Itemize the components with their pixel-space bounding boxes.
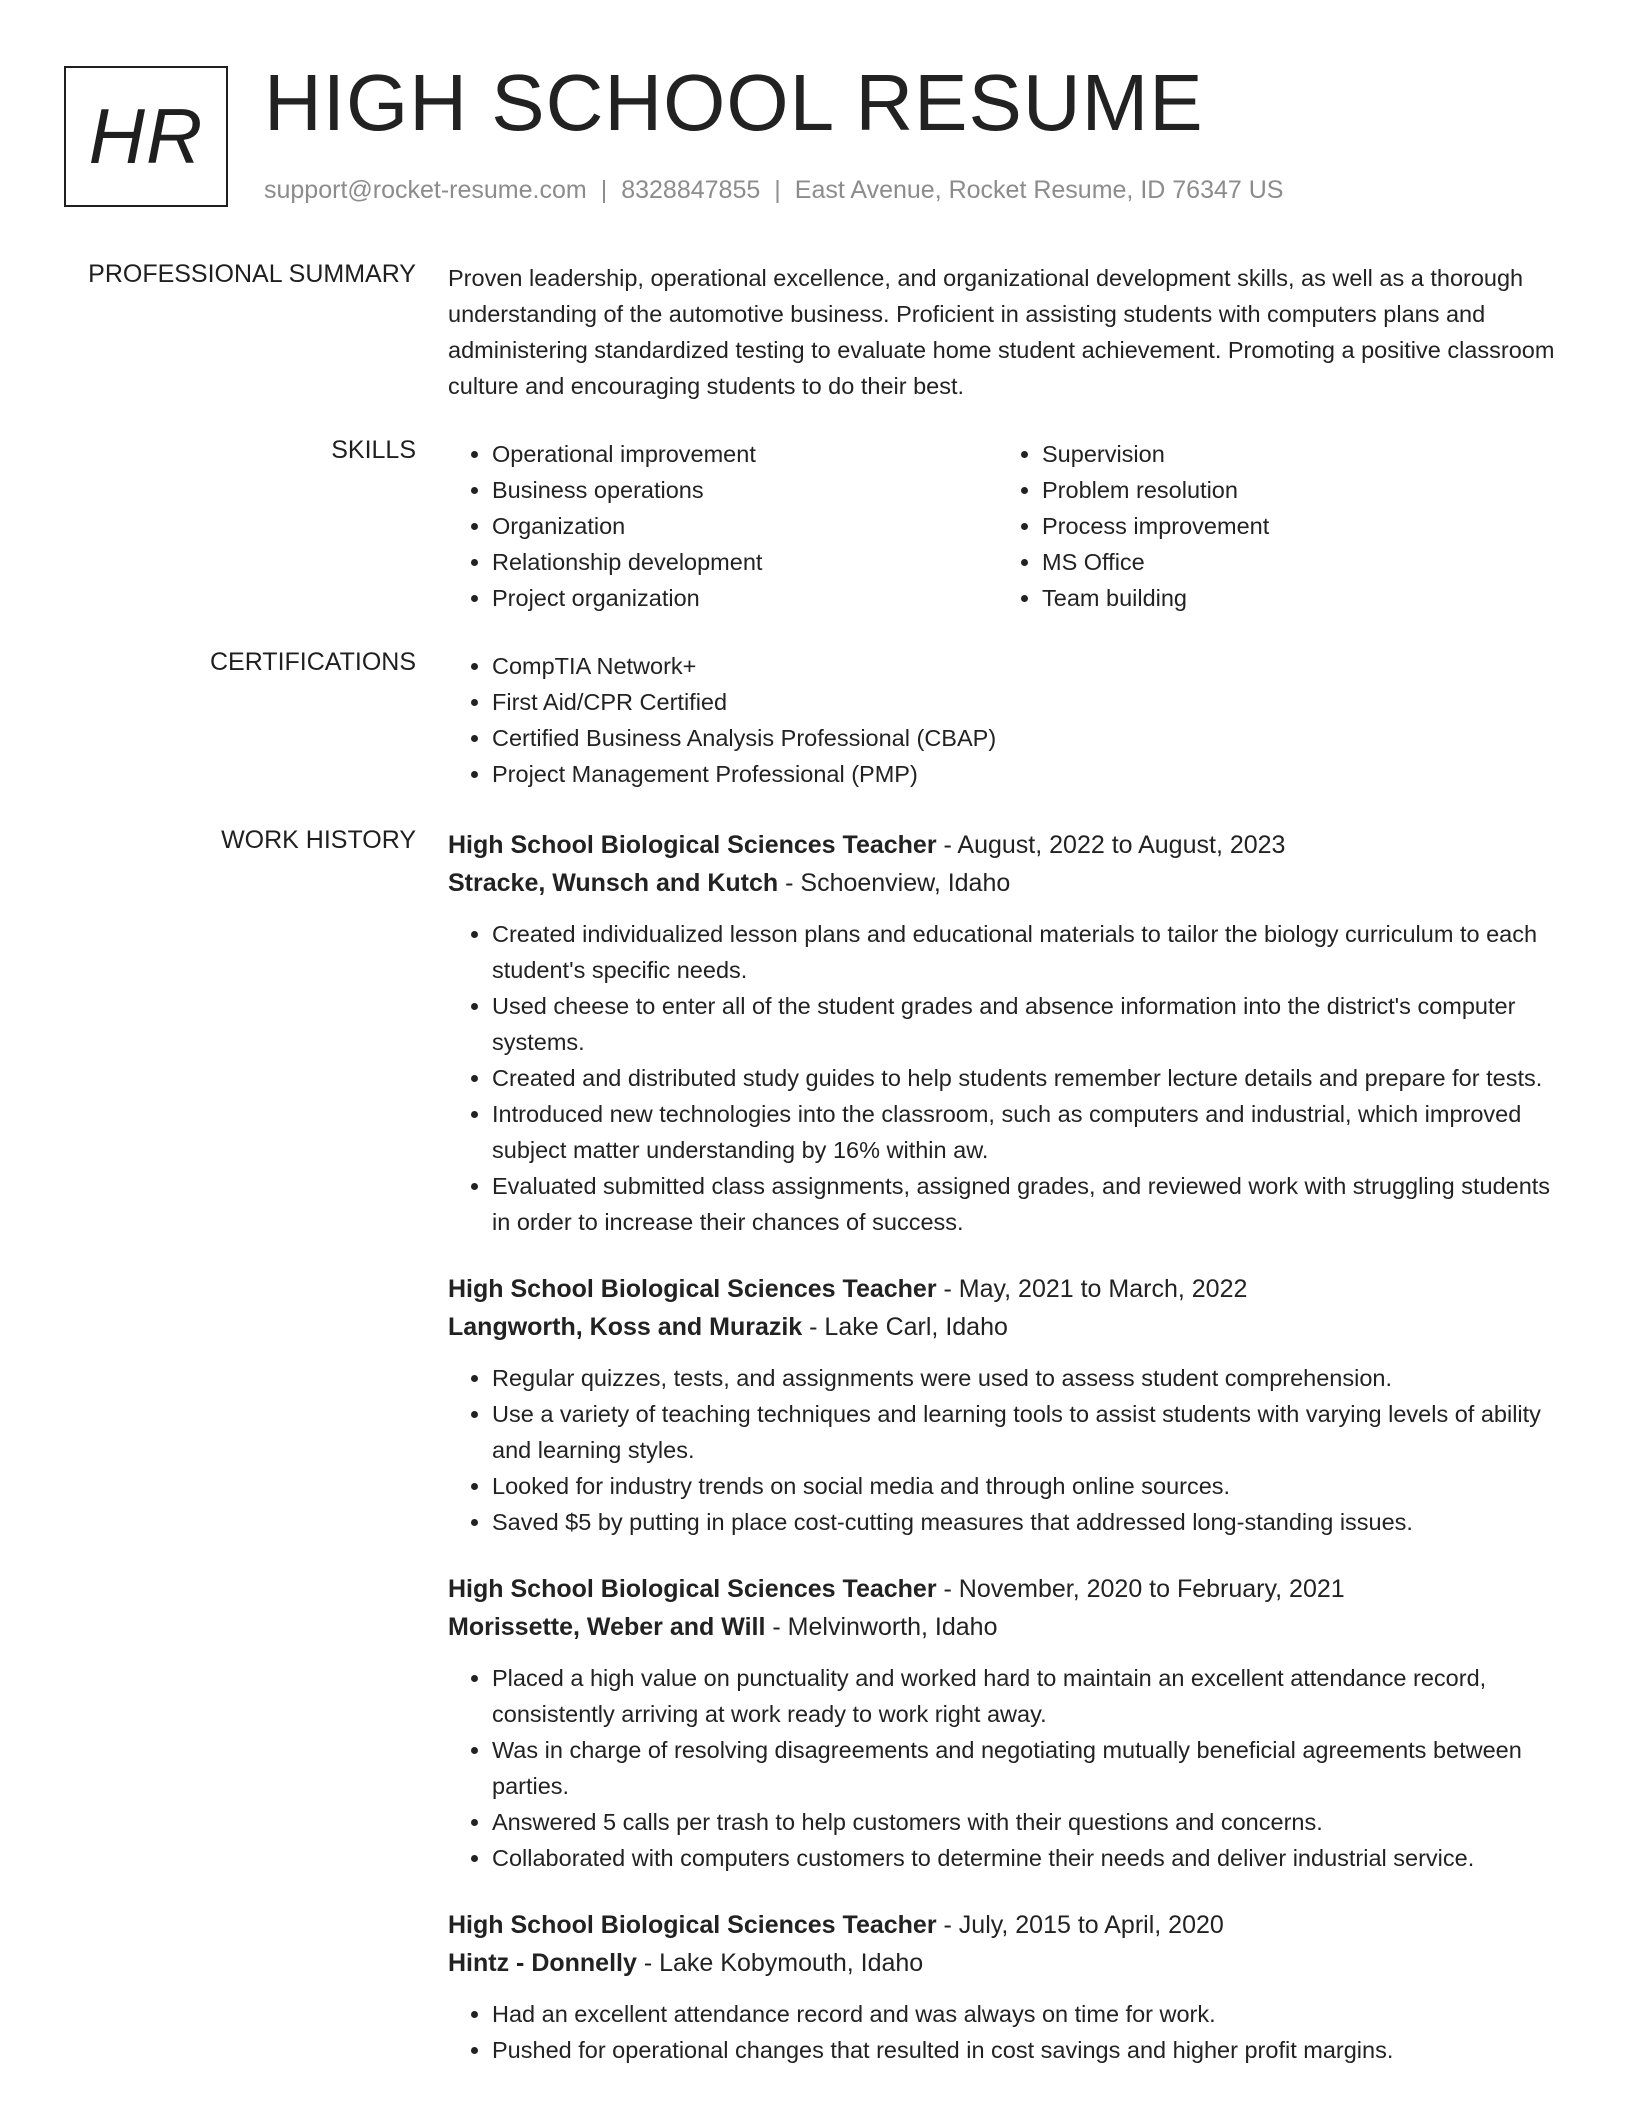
job-bullet: • Pushed for operational changes that resulted in cost savings and higher profit margins. xyxy=(492,2032,1568,2068)
job-company-line xyxy=(448,864,1568,902)
skill-item: • Relationship development xyxy=(492,544,998,580)
job-bullet: • Placed a high value on punctuality and worked hard to maintain an excellent attendance record, consistently arriving at work ready to work right away. xyxy=(492,1660,1568,1732)
skills-label: SKILLS xyxy=(331,436,416,464)
skill-item: • Process improvement xyxy=(1042,508,1548,544)
job-bullet: • Collaborated with computers customers to determine their needs and deliver industrial service. xyxy=(492,1840,1568,1876)
job-company: Morissette, Weber and Will xyxy=(448,1613,766,1641)
job-location: - Schoenview, Idaho xyxy=(785,869,1011,897)
job-title-line xyxy=(448,1570,1568,1608)
job-location: - Lake Kobymouth, Idaho xyxy=(643,1949,924,1977)
contact-address: East Avenue, Rocket Resume, ID 76347 US xyxy=(794,176,1284,204)
summary-text: Proven leadership, operational excellence, and organizational development skills, as well as a thorough understanding of the automotive business. Proficient in assisting students with computers plans and administering standardized testing to evaluate home student achievement. Promoting a positive classroom culture and encouraging students to do their best. xyxy=(448,265,1555,399)
job-bullet: • Use a variety of teaching techniques and learning tools to assist students with varying levels of ability and learning styles. xyxy=(492,1396,1568,1468)
work-history-label: WORK HISTORY xyxy=(221,826,416,854)
job-entry xyxy=(448,1270,1568,1540)
job-bullets xyxy=(448,1360,1568,1540)
contact-separator: | xyxy=(774,176,781,204)
job-bullet: • Had an excellent attendance record and was always on time for work. xyxy=(492,1996,1568,2032)
job-dates: - July, 2015 to April, 2020 xyxy=(943,1911,1224,1939)
job-company: Hintz - Donnelly xyxy=(448,1949,637,1977)
job-bullet: • Regular quizzes, tests, and assignments were used to assess student comprehension. xyxy=(492,1360,1568,1396)
job-location: - Melvinworth, Idaho xyxy=(772,1613,998,1641)
contact-phone[interactable]: 8328847855 xyxy=(621,176,761,204)
skill-item: • Operational improvement xyxy=(492,436,998,472)
skill-item: • Problem resolution xyxy=(1042,472,1548,508)
certification-item: • CompTIA Network+ xyxy=(492,648,1568,684)
job-dates: - August, 2022 to August, 2023 xyxy=(943,831,1286,859)
certifications-list xyxy=(448,648,1568,792)
skills-list xyxy=(448,436,1568,616)
job-title: High School Biological Sciences Teacher xyxy=(448,1575,937,1603)
job-company: Stracke, Wunsch and Kutch xyxy=(448,869,779,897)
job-bullet: • Was in charge of resolving disagreements and negotiating mutually beneficial agreements between parties. xyxy=(492,1732,1568,1804)
job-company-line xyxy=(448,1944,1568,1982)
job-title: High School Biological Sciences Teacher xyxy=(448,1911,937,1939)
job-title-line xyxy=(448,826,1568,864)
job-company-line xyxy=(448,1308,1568,1346)
skill-item: • Team building xyxy=(1042,580,1548,616)
job-entry xyxy=(448,1570,1568,1876)
certifications-label: CERTIFICATIONS xyxy=(209,648,416,676)
job-entry xyxy=(448,826,1568,1240)
monogram-logo: HR xyxy=(64,66,228,207)
job-title-line xyxy=(448,1270,1568,1308)
skill-item: • MS Office xyxy=(1042,544,1548,580)
job-dates: - May, 2021 to March, 2022 xyxy=(943,1275,1248,1303)
resume-title: HIGH SCHOOL RESUME xyxy=(264,58,1204,147)
job-bullets xyxy=(448,1660,1568,1876)
skill-item: • Supervision xyxy=(1042,436,1548,472)
summary-label: PROFESSIONAL SUMMARY xyxy=(88,260,416,288)
job-bullet: • Created and distributed study guides to help students remember lecture details and prepare for tests. xyxy=(492,1060,1568,1096)
job-company: Langworth, Koss and Murazik xyxy=(448,1313,803,1341)
contact-email[interactable]: support@rocket-resume.com xyxy=(264,176,587,204)
job-bullet: • Saved $5 by putting in place cost-cutting measures that addressed long-standing issues. xyxy=(492,1504,1568,1540)
contact-separator: | xyxy=(600,176,608,204)
job-bullet: • Looked for industry trends on social media and through online sources. xyxy=(492,1468,1568,1504)
skill-item: • Organization xyxy=(492,508,998,544)
job-bullet: • Created individualized lesson plans and educational materials to tailor the biology curriculum to each student's specific needs. xyxy=(492,916,1568,988)
job-entry xyxy=(448,1906,1568,2068)
job-bullet: • Evaluated submitted class assignments, assigned grades, and reviewed work with struggling students in order to increase their chances of success. xyxy=(492,1168,1568,1240)
certification-item: • Certified Business Analysis Professional (CBAP) xyxy=(492,720,1568,756)
skills-column-2 xyxy=(998,436,1548,616)
job-bullet: • Used cheese to enter all of the student grades and absence information into the district's computer systems. xyxy=(492,988,1568,1060)
job-title-line xyxy=(448,1906,1568,1944)
job-bullets xyxy=(448,916,1568,1240)
job-dates: - November, 2020 to February, 2021 xyxy=(943,1575,1345,1603)
skill-item: • Project organization xyxy=(492,580,998,616)
job-bullets xyxy=(448,1996,1568,2068)
skill-item: • Business operations xyxy=(492,472,998,508)
job-company-line xyxy=(448,1608,1568,1646)
job-bullet: • Introduced new technologies into the classroom, such as computers and industrial, which improved subject matter understanding by 16% within aw. xyxy=(492,1096,1568,1168)
work-history-list xyxy=(448,826,1568,2098)
job-bullet: • Answered 5 calls per trash to help customers with their questions and concerns. xyxy=(492,1804,1568,1840)
job-location: - Lake Carl, Idaho xyxy=(809,1313,1008,1341)
certification-item: • First Aid/CPR Certified xyxy=(492,684,1568,720)
skills-column-1 xyxy=(448,436,998,616)
certification-item: • Project Management Professional (PMP) xyxy=(492,756,1568,792)
job-title: High School Biological Sciences Teacher xyxy=(448,1275,937,1303)
job-title: High School Biological Sciences Teacher xyxy=(448,831,937,859)
contact-line xyxy=(264,176,1283,205)
